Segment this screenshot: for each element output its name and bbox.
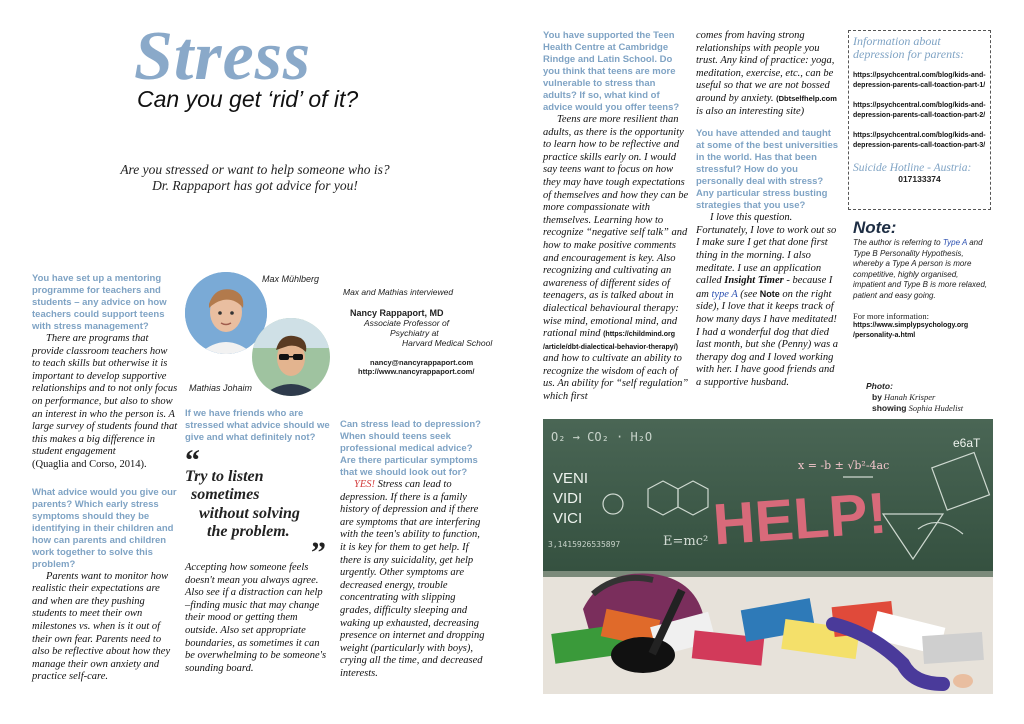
answer-univ-part-3: (see — [740, 288, 758, 300]
column-4 — [543, 30, 689, 404]
intro-text — [90, 162, 420, 194]
note-typea[interactable]: Type A — [942, 238, 967, 247]
chalk-vici: VICI — [553, 510, 583, 527]
answer-teens-part-2: and how to cultivate an ability to recognize the wisdom of each of us. An ability for “self regulation” which first — [543, 353, 689, 403]
doctor-info — [340, 308, 500, 376]
column-2 — [185, 408, 330, 675]
info-link-3[interactable]: https://psychcentral.com/blog/kids-and-depression-parents-call-toaction-part-3/ — [853, 132, 986, 149]
pullquote-line-2: sometimes — [191, 486, 260, 503]
doctor-role-2: Psychiatry at — [390, 328, 439, 338]
photo-label: Photo: — [866, 381, 893, 391]
chalk-vidi: VIDI — [553, 490, 583, 507]
column-5 — [696, 30, 841, 389]
pullquote-line-1: Try to listen — [185, 468, 264, 485]
question-depression: Can stress lead to depression? When should teens seek professional medical advice? Are there particular symptoms that we should look out for? — [340, 419, 481, 478]
open-quote-mark: “ — [185, 444, 200, 477]
answer-mentoring-citation: (Quaglia and Corso, 2014). — [32, 458, 147, 470]
chalk-formula: x = -b ± √b²-4ac — [798, 459, 890, 472]
answer-depression — [340, 479, 485, 681]
article-title: Stress — [134, 18, 312, 95]
note-title: Note: — [853, 218, 897, 237]
photo-subject: Sophia Hudelist — [908, 403, 964, 413]
photo-credit — [866, 381, 996, 414]
answer-yes: YES! — [354, 479, 375, 490]
photo-name-mathias: Mathias Johaim — [189, 383, 253, 393]
answer-universities — [696, 212, 841, 389]
answer-parents — [32, 571, 178, 684]
note-part-1: The author is referring to — [853, 238, 941, 247]
close-quote-mark: ” — [311, 536, 326, 569]
answer-cont-part-2: is also an interesting site) — [696, 105, 805, 117]
intro-line-1: Are you stressed or want to help someone who is? — [120, 162, 390, 177]
photo-showing: showing — [872, 403, 907, 413]
note-section — [853, 218, 993, 341]
chalk-help: HELP! — [710, 480, 890, 558]
chalkboard-photo — [543, 419, 993, 694]
chalk-veni: VENI — [553, 470, 589, 487]
chalk-eba: e6aT — [953, 436, 981, 450]
answer-cont-part-1: comes from having strong relationships with people you trust. Any kind of practice: yoga, meditation, exercise, etc., can be useful so that we are not bossed around by anxiety. — [696, 30, 835, 104]
chalk-emc: E=mc² — [663, 534, 709, 549]
answer-teens-part-1: Teens are more resilient than adults, as there is the opportunity to learn how to be reflective and practice skills early on. I would say teens want to focus on how they may have tough expectations of themselves and how they can be more compassionate with themselves. Learning how to recognize “negative self talk” and how to make positive comments and encouragement is key. Also recognizing and cultivating an awareness of different sides of teenagers, as is talked about in dialectical behavioural therapy: wise mind, emotional mind, and rational mind — [543, 114, 689, 340]
avatar-mathias — [252, 318, 330, 396]
answer-mentoring — [32, 333, 178, 472]
doctor-name: Nancy Rappaport, MD — [350, 308, 444, 318]
answer-univ-part-2: - because I am — [696, 275, 833, 300]
info-link-2[interactable]: https://psychcentral.com/blog/kids-and-depression-parents-call-toaction-part-2/ — [853, 102, 986, 119]
more-info-label: For more information: — [853, 311, 930, 321]
answer-univ-typea[interactable]: type A — [711, 288, 738, 300]
answer-mentoring-text: There are programs that provide classroom teachers how to teach skills but otherwise it is important to develop supportive relationships and to not only focus on performance, but also to show an interest in who the person is. A large survey of students found that this makes a big difference in student engagement — [32, 333, 178, 458]
doctor-role-3: Harvard Medical School — [402, 338, 493, 348]
answer-univ-part-1: I love this question. Fortunately, I love to work out so I make sure I get that done first thing in the morning. I also meditate. I use an application called — [696, 212, 837, 287]
answer-teens-continued — [696, 30, 841, 118]
question-mentoring: You have set up a mentoring programme for teachers and students – any advice on how teachers could support teens with stress management? — [32, 273, 167, 332]
answer-friends — [185, 562, 330, 675]
question-universities: You have attended and taught at some of the best universities in the world. Has that been stressful? How do you personally deal with stress? Any particular stress busting strategies that you use? — [696, 128, 839, 212]
chalk-co2: O₂ → CO₂ · H₂O — [551, 430, 653, 444]
photo-by: by — [872, 392, 882, 402]
interview-credit: Max and Mathias interviewed — [343, 287, 454, 297]
chalk-pi: 3,1415926535897 — [548, 540, 621, 549]
pullquote — [185, 444, 330, 569]
note-text — [853, 238, 993, 301]
doctor-website[interactable]: http://www.nancyrappaport.com/ — [358, 367, 475, 376]
doctor-email[interactable]: nancy@nancyrappaport.com — [370, 358, 474, 367]
answer-parents-text: Parents want to monitor how realistic their expectations are and when are they pushing students to meet their own milestones vs. when is it out of their own fear. Parents need to also be reflective about how they manage their own anxiety and practice self-care. — [32, 570, 171, 683]
hotline-title: Suicide Hotline - Austria: — [853, 162, 972, 174]
intro-line-2: Dr. Rappaport has got advice for you! — [152, 178, 358, 193]
column-1 — [32, 273, 178, 684]
answer-univ-bold: Insight Timer — [724, 275, 784, 287]
info-link-1[interactable]: https://psychcentral.com/blog/kids-and-depression-parents-call-toaction-part-1/ — [853, 72, 986, 89]
portrait-mathias-icon — [252, 318, 330, 396]
note-part-2: and Type B Personality Hypothesis, whereby a Type A person is more competitive, highly organised, impatient and Type B is more relaxed, patient and easy going. — [853, 238, 988, 300]
question-friends: If we have friends who are stressed what advice should we give and what definitely not? — [185, 408, 330, 443]
doctor-role-1: Associate Professor of — [364, 318, 450, 328]
column-3 — [340, 419, 485, 681]
more-info-link[interactable]: https://www.simplypsychology.org /personality-a.html — [853, 322, 969, 339]
pullquote-line-4: the problem. — [207, 523, 290, 540]
hotline-number: 017133374 — [898, 174, 941, 184]
answer-teens-link[interactable]: (https://childmind.org /article/dbt-dialectical-behavior-therapy/) — [543, 331, 678, 351]
answer-friends-text: Accepting how someone feels doesn't mean you always agree. Also see if a distraction can help –finding music that may change their mood or getting them outside. Also set appropriate boundaries, as sometimes it can be overwhelming to be someone's sounding board. — [185, 562, 327, 674]
answer-univ-note: Note — [759, 288, 780, 299]
answer-cont-link[interactable]: (Dbtselfhelp.com — [776, 93, 837, 103]
question-parents: What advice would you give our parents? Which early stress symptoms should they be identifying in their children and how can parents and children work together to solve this problem? — [32, 486, 177, 570]
question-teens: You have supported the Teen Health Centre at Cambridge Rindge and Latin School. Do you think that teens are more vulnerable to stress than adults? If so, what kind of advice would you offer teens? — [543, 30, 680, 113]
answer-teens — [543, 114, 689, 404]
info-box-title: Information about depression for parents: — [853, 34, 965, 61]
pullquote-line-3: without solving — [199, 505, 300, 522]
chalkboard-illustration-icon — [543, 419, 993, 694]
info-box — [848, 30, 991, 210]
photo-name-max: Max Mühlberg — [262, 274, 320, 284]
answer-depression-text: Stress can lead to depression. If there is a family history of depression and if there are symptoms that are interfering with the teen's ability to function, it is key for them to get help. If there is any suicidality, get help urgently. Other symptoms are decreased energy, trouble concentrating with slipping grades, difficulty sleeping and waking up exhausted, decreasing presence on internet and dropping weight (particularly with boys), crying all the time, and decreased interests. — [340, 479, 485, 679]
answer-univ-part-4: on the right side), I love that it keeps track of how many days I have meditated! I had a wonderful dog that died last month, but she (Penny) was a therapy dog and I loved working with her. I have good friends and a supportive husband. — [696, 288, 839, 388]
photo-author: Hanah Krisper — [884, 392, 936, 402]
article-subtitle: Can you get ‘rid’ of it? — [137, 86, 359, 112]
